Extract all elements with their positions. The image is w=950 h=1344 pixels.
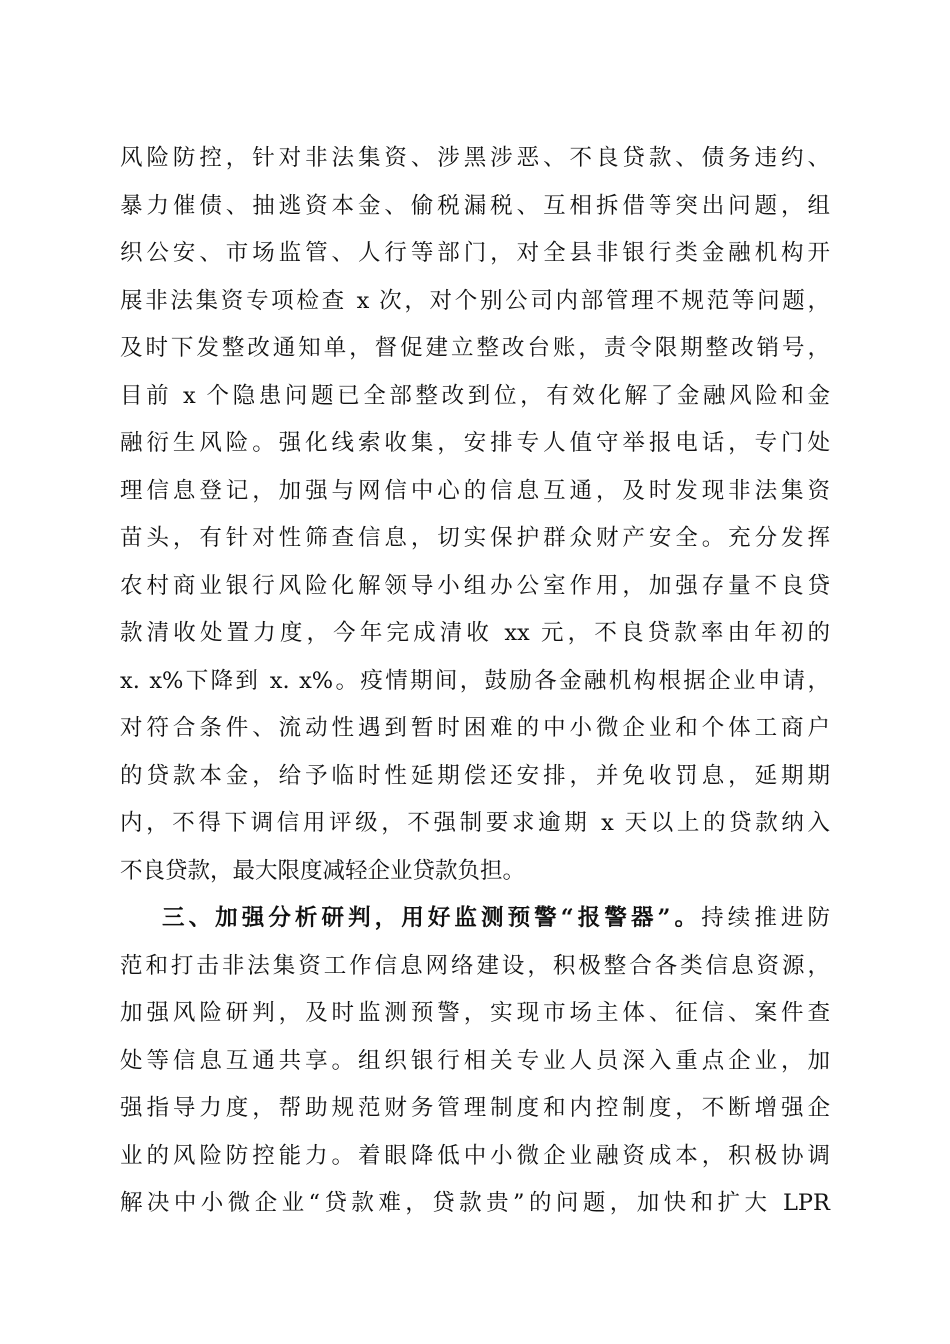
paragraph-line: 强指导力度，帮助规范财务管理制度和内控制度，不断增强企 — [120, 1095, 830, 1121]
paragraph-line: 业的风险防控能力。着眼降低中小微企业融资成本，积极协调 — [120, 1143, 830, 1169]
paragraph-line: 内，不得下调信用评级，不强制要求逾期 x 天以上的贷款纳入 — [120, 810, 830, 836]
paragraph-line: x. x%下降到 x. x%。疫情期间，鼓励各金融机构根据企业申请， — [120, 668, 830, 694]
paragraph-line: 处等信息互通共享。组织银行相关专业人员深入重点企业，加 — [120, 1048, 830, 1074]
paragraph-line: 款清收处置力度，今年完成清收 xx 元，不良贷款率由年初的 — [120, 620, 830, 646]
paragraph-line: 的贷款本金，给予临时性延期偿还安排，并免收罚息，延期期 — [120, 763, 830, 789]
paragraph-line: 风险防控，针对非法集资、涉黑涉恶、不良贷款、债务违约、 — [120, 145, 830, 171]
paragraph-line: 织公安、市场监管、人行等部门，对全县非银行类金融机构开 — [120, 240, 830, 266]
paragraph-line: 加强风险研判，及时监测预警，实现市场主体、征信、案件查 — [120, 1000, 830, 1026]
paragraph-line: 理信息登记，加强与网信中心的信息互通，及时发现非法集资 — [120, 478, 830, 504]
paragraph-line: 苗头，有针对性筛查信息，切实保护群众财产安全。充分发挥 — [120, 525, 830, 551]
paragraph-line: 展非法集资专项检查 x 次，对个别公司内部管理不规范等问题， — [120, 288, 830, 314]
section-heading-line — [162, 898, 830, 938]
section-heading: 三、加强分析研判，用好监测预警“报警器”。 — [162, 905, 702, 931]
paragraph-line: 目前 x 个隐患问题已全部整改到位，有效化解了金融风险和金 — [120, 383, 830, 409]
paragraph-line: 范和打击非法集资工作信息网络建设，积极整合各类信息资源， — [120, 953, 830, 979]
paragraph-line: 融衍生风险。强化线索收集，安排专人值守举报电话，专门处 — [120, 430, 830, 456]
paragraph-line: 不良贷款，最大限度减轻企业贷款负担。 — [120, 858, 526, 884]
paragraph-line: 及时下发整改通知单，督促建立整改台账，责令限期整改销号， — [120, 335, 830, 361]
paragraph-line: 对符合条件、流动性遇到暂时困难的中小微企业和个体工商户 — [120, 715, 830, 741]
paragraph-line: 暴力催债、抽逃资本金、偷税漏税、互相拆借等突出问题，组 — [120, 193, 830, 219]
section-heading-tail: 持续推进防 — [701, 905, 830, 931]
paragraph-line: 解决中小微企业“贷款难，贷款贵”的问题，加快和扩大 LPR — [120, 1190, 830, 1216]
paragraph-line: 农村商业银行风险化解领导小组办公室作用，加强存量不良贷 — [120, 573, 830, 599]
